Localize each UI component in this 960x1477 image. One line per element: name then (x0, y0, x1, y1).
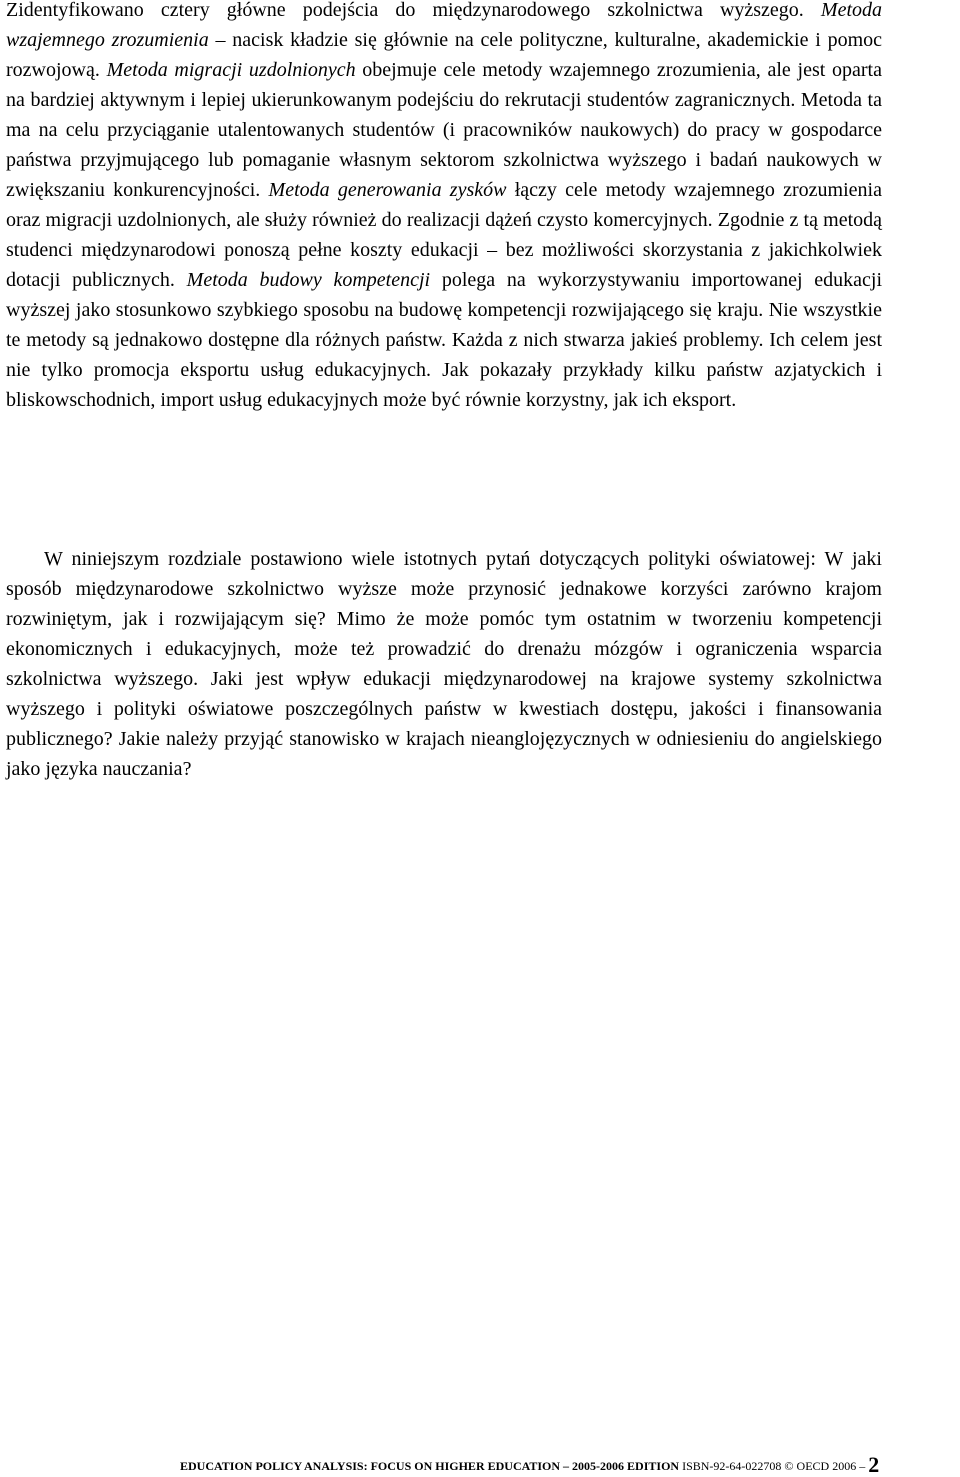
term-skilled-migration: Metoda migracji uzdolnionych (106, 59, 356, 81)
text-revenue-generating: łączy cele metody wzajemnego zrozumienia oraz migracji uzdolnionych, ale służy również do realizacji dążeń czysto komercyjnych. Zgodnie z tą metodą studenci międzynarodowi ponoszą pełne koszty edukacji – bez możliwości skorzystania z jakichkolwiek dotacji publicznych. (6, 179, 882, 291)
footer-copyright: © OECD 2006 (784, 1459, 857, 1473)
text-skilled-migration: obejmuje cele metody wzajemnego zrozumienia, ale jest oparta na bardziej aktywnym i lepiej ukierunkowanym podejściu do rekrutacji studentów zagranicznych. Metoda ta ma na celu przyciąganie utalentowanych studentów (i pracowników naukowych) do pracy w gospodarce państwa przyjmującego lub pomaganie własnym sektorom szkolnictwa wyższego i badań naukowych w zwiększaniu konkurencyjności. (6, 59, 882, 201)
term-mutual-understanding: Metoda wzajemnego zrozumienia (6, 0, 882, 51)
term-revenue-generating: Metoda generowania zysków (268, 179, 507, 201)
footer-dash: – (859, 1459, 866, 1473)
text-capacity-building: polega na wykorzystywaniu importowanej edukacji wyższej jako stosunkowo szybkiego sposobu na budowę kompetencji rozwijającego się kraju. Nie wszystkie te metody są jednakowo dostępne dla różnych państw. Każda z nich stwarza jakieś problemy. Ich celem jest nie tylko promocja eksportu usług edukacyjnych. Jak pokazały przykłady kilku państw azjatyckich i bliskowschodnich, import usług edukacyjnych może być równie korzystny, jak ich eksport. (6, 269, 882, 411)
sentence-intro: Zidentyfikowano cztery główne podejścia do międzynarodowego szkolnictwa wyższego. (6, 0, 821, 21)
footer-isbn: ISBN-92-64-022708 (682, 1459, 782, 1473)
paragraph-policy-questions: W niniejszym rozdziale postawiono wiele istotnych pytań dotyczących polityki oświatowej: W jaki sposób międzynarodowe szkolnictwo wyższe może przynosić jednakowe korzyści zarówno krajom rozwiniętym, jak i rozwijającym się? Mimo że może pomóc tym ostatnim w tworzeniu kompetencji ekonomicznych i edukacyjnych, może też prowadzić do drenażu mózgów i ograniczenia wsparcia szkolnictwa wyższego. Jaki jest wpływ edukacji międzynarodowej na krajowe systemy szkolnictwa wyższego i polityki oświatowe poszczególnych państw w kwestiach dostępu, jakości i finansowania publicznego? Jakie należy przyjąć stanowisko w krajach nieanglojęzycznych w odniesieniu do angielskiego jako języka nauczania? (6, 548, 882, 780)
page-footer (180, 1452, 960, 1477)
text-mutual-understanding: – nacisk kładzie się głównie na cele polityczne, kulturalne, akademickie i pomoc rozwojową. (6, 29, 883, 81)
page-number: 2 (868, 1452, 880, 1477)
footer-publication-title: EDUCATION POLICY ANALYSIS: FOCUS ON HIGHER EDUCATION – 2005-2006 EDITION (180, 1459, 680, 1473)
paragraph-approaches (6, 0, 882, 415)
term-capacity-building: Metoda budowy kompetencji (186, 269, 431, 291)
